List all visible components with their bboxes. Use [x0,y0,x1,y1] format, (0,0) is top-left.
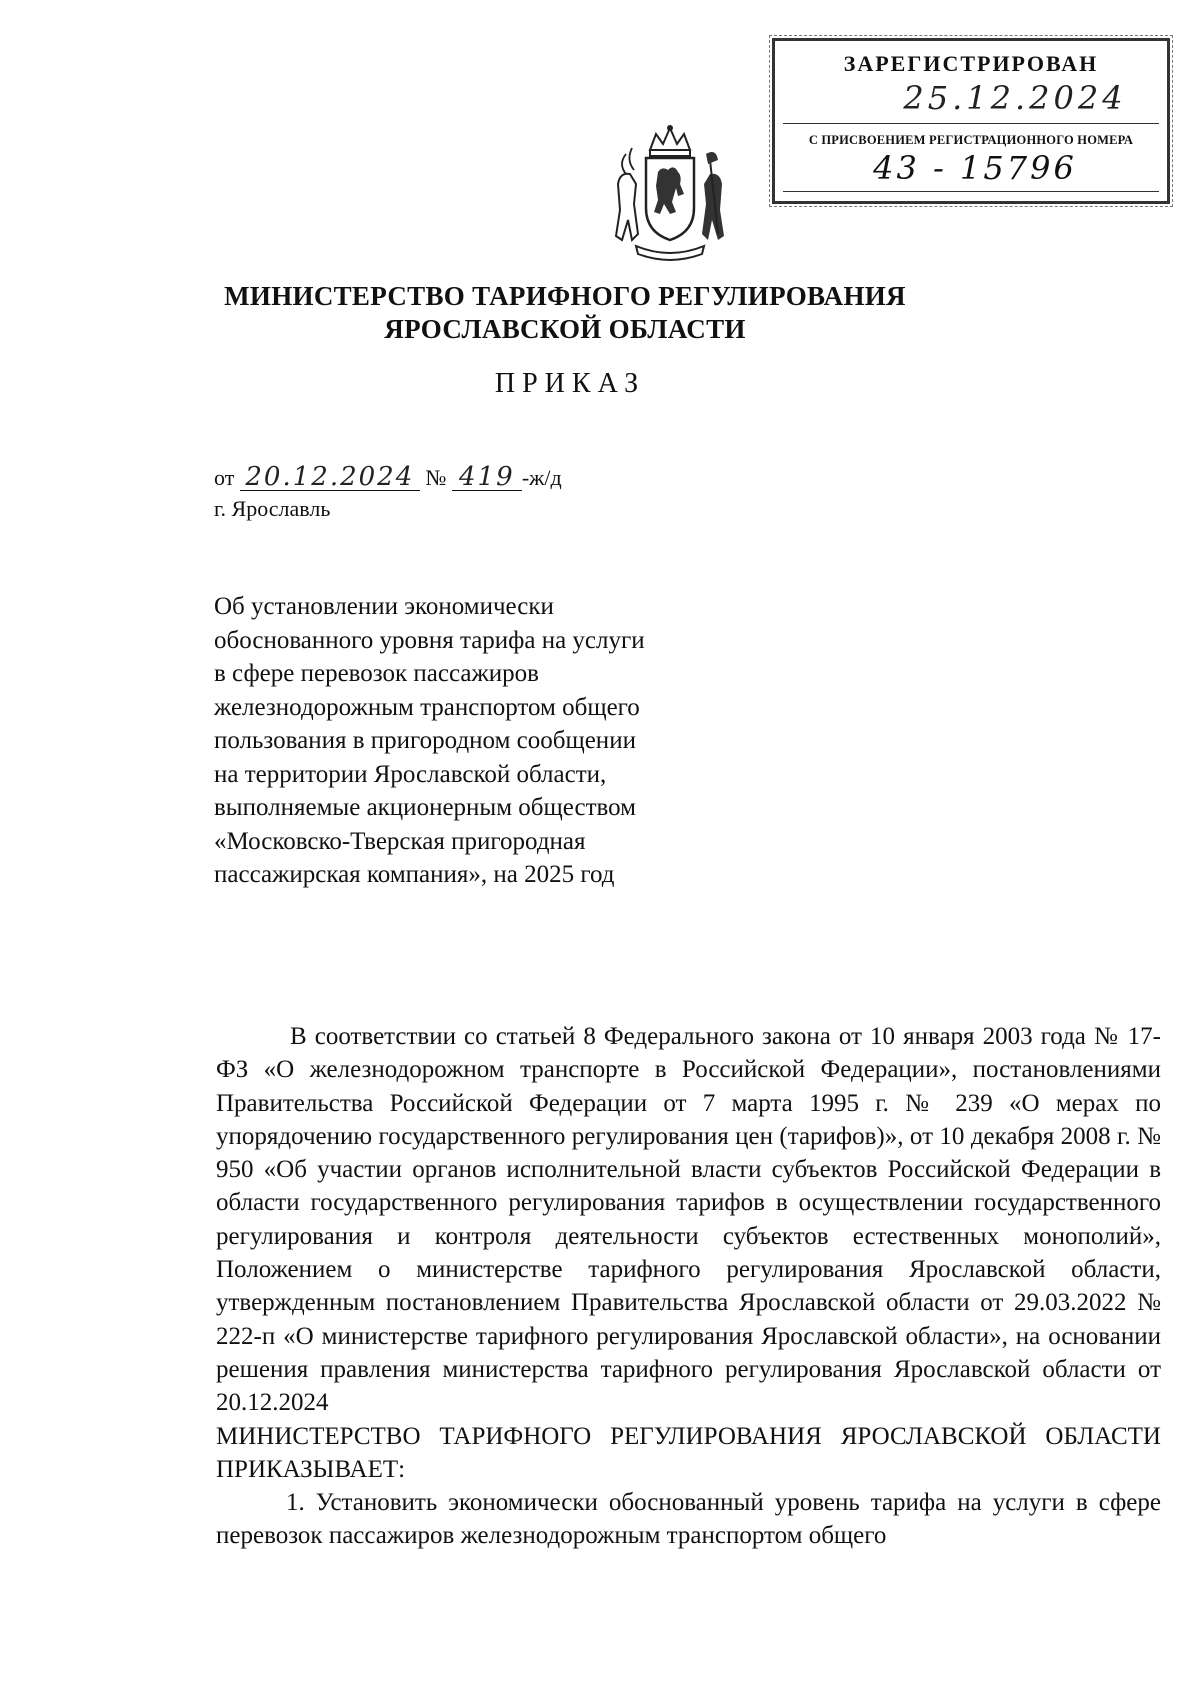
document-type: ПРИКАЗ [494,368,646,399]
number-label: № [425,465,447,490]
preamble-paragraph: В соответствии со статьей 8 Федерального закона от 10 января 2003 года № 17-ФЗ «О железнодорожном транспорте в Российской Федерации», постановлениями Правительства Российской Федерации от 7 марта 1995 г. № 239 «О мерах по упорядочению государственного регулирования цен (тарифов)», от 10 декабря 2008 г. № 950 «Об участии органов исполнительной власти субъектов Российской Федерации в области государственного регулирования тарифов в осуществлении государственного регулирования и контроля деятельности субъектов естественных монополий», Положением о министерстве тарифного регулирования Ярославской области, утвержденным постановлением Правительства Ярославской области от 29.03.2022 № 222-п «О министерстве тарифного регулирования Ярославской области», на основании решения правления министерства тарифного регулирования Ярославской области от 20.12.2024 [216,1023,1161,1417]
coat-of-arms-icon [606,124,734,264]
stamp-title: ЗАРЕГИСТРИРОВАН [843,51,1099,76]
number-suffix: -ж/д [521,465,562,490]
ministry-name [0,280,1200,346]
ministry-line-2: ЯРОСЛАВСКОЙ ОБЛАСТИ [384,314,746,344]
order-date-line [214,464,562,491]
stamp-divider [783,191,1159,192]
order-date: 20.12.2024 [240,464,420,491]
registration-stamp [772,38,1170,204]
ministry-line-1: МИНИСТЕРСТВО ТАРИФНОГО РЕГУЛИРОВАНИЯ [224,281,906,311]
orders-paragraph: МИНИСТЕРСТВО ТАРИФНОГО РЕГУЛИРОВАНИЯ ЯРОСЛАВСКОЙ ОБЛАСТИ ПРИКАЗЫВАЕТ: [216,1422,1161,1483]
stamp-number: 43 - 15796 [873,149,1077,187]
stamp-subtitle: С ПРИСВОЕНИЕМ РЕГИСТРАЦИОННОГО НОМЕРА [808,133,1134,147]
stamp-divider [783,123,1159,124]
city: г. Ярославль [214,496,331,521]
order-number: 419 [452,464,522,491]
item-1-paragraph: 1. Установить экономически обоснованный уровень тарифа на услуги в сфере перевозок пассажиров железнодорожным транспортом общего [216,1489,1161,1550]
from-label: от [214,465,235,490]
order-subject: Об установлении экономически обоснованного уровня тарифа на услуги в сфере перевозок пассажиров железнодорожным транспортом общего пользования в пригородном сообщении на территории Ярославской области, выполняемые акционерным обществом «Московско-Тверская пригородная пассажирская компания», на 2025 год [214,593,645,888]
order-body [216,1020,1161,1553]
stamp-date: 25.12.2024 [903,79,1127,117]
